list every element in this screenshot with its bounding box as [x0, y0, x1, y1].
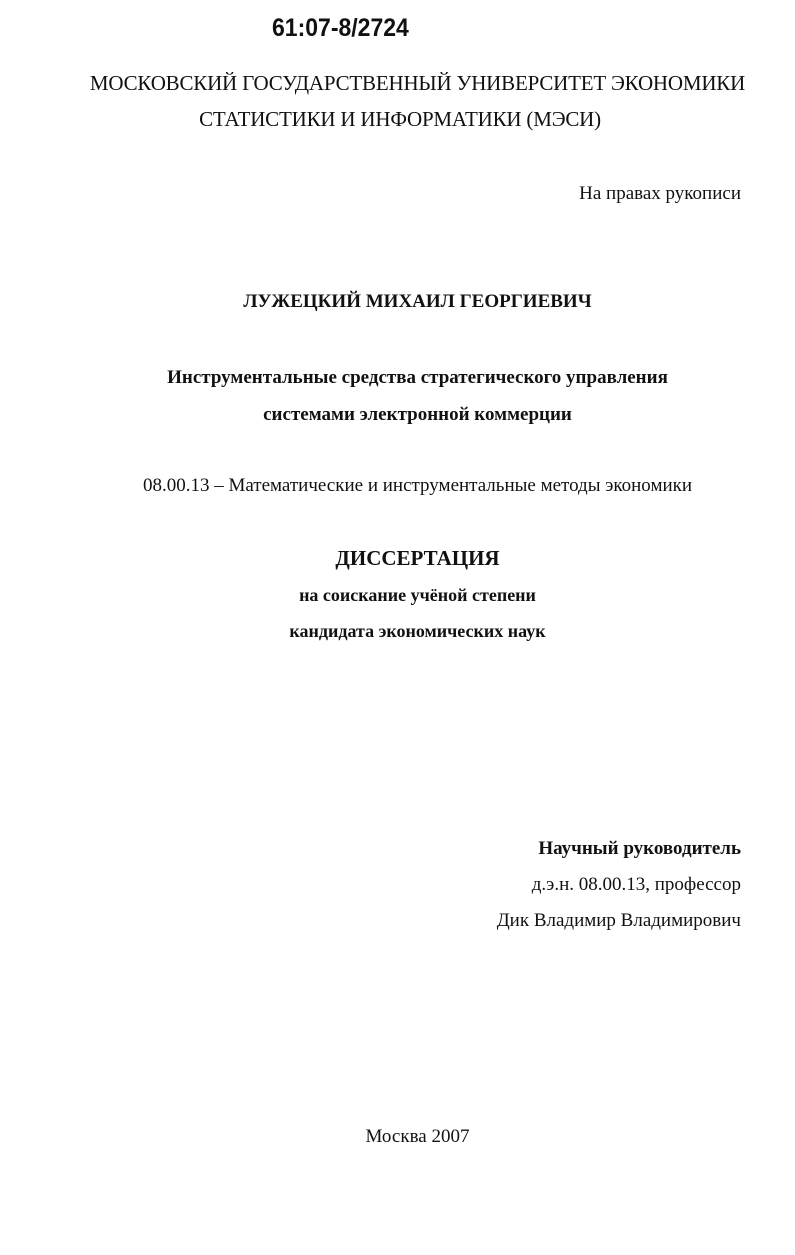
supervisor-name: Дик Владимир Владимирович: [496, 910, 741, 931]
rights-note: На правах рукописи: [579, 183, 741, 204]
author-name: ЛУЖЕЦКИЙ МИХАИЛ ГЕОРГИЕВИЧ: [243, 291, 592, 312]
specialty-code: 08.00.13 – Математические и инструментальные методы экономики: [142, 475, 693, 496]
degree-line-1: на соискание учёной степени: [299, 585, 536, 605]
archive-stamp-number: 61:07-8/2724: [272, 14, 409, 42]
degree-line-2: кандидата экономических наук: [289, 621, 546, 641]
thesis-title-line-2: системами электронной коммерции: [263, 404, 572, 425]
supervisor-heading: Научный руководитель: [538, 838, 741, 859]
city-year: Москва 2007: [365, 1126, 470, 1147]
thesis-title-line-1: Инструментальные средства стратегического управления: [167, 367, 668, 388]
university-name-line-2: СТАТИСТИКИ И ИНФОРМАТИКИ (МЭСИ): [199, 107, 601, 131]
document-type-heading: ДИССЕРТАЦИЯ: [335, 546, 500, 570]
supervisor-degree: д.э.н. 08.00.13, профессор: [531, 874, 741, 895]
university-name-line-1: МОСКОВСКИЙ ГОСУДАРСТВЕННЫЙ УНИВЕРСИТЕТ ЭКОНОМИКИ: [89, 71, 746, 95]
